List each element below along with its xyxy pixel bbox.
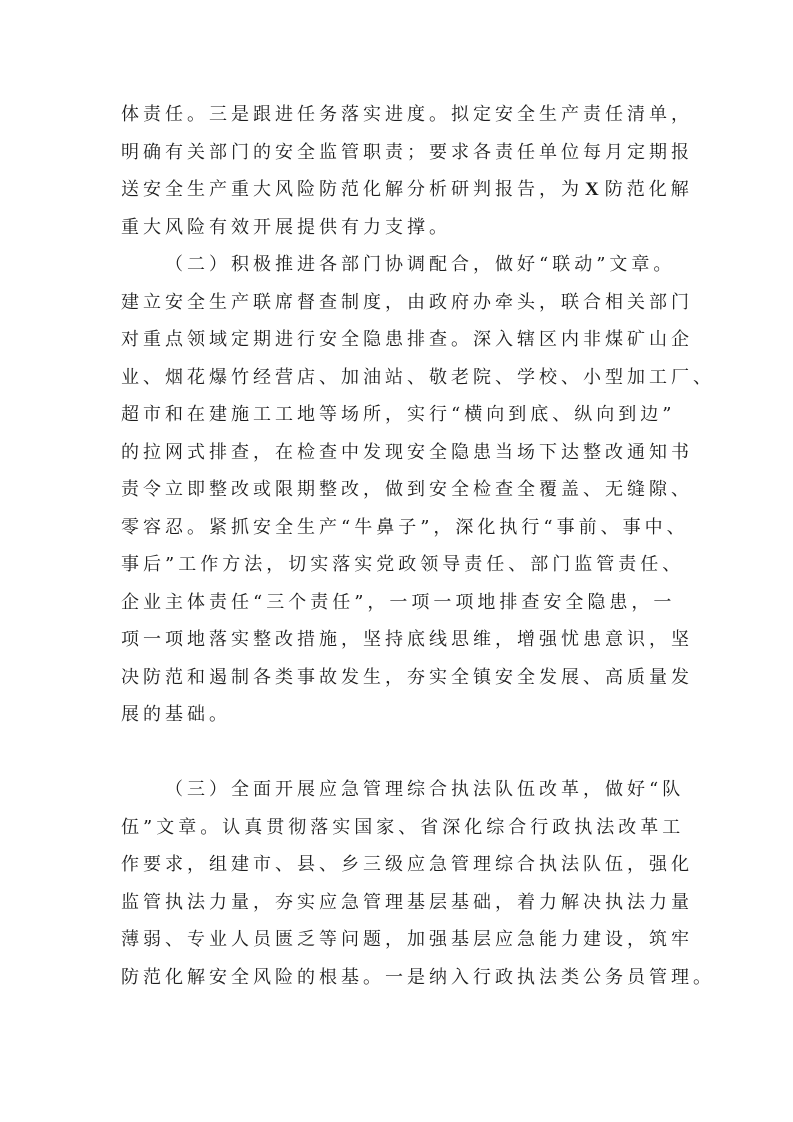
paragraph-coordination	[121, 246, 721, 734]
section-heading-2: （二）积极推进各部门协调配合，做好“联动”文章。	[165, 254, 676, 275]
section-heading-3: （三）全面开展应急管理综合执法队伍改革，做好“队	[165, 779, 685, 800]
document-body	[121, 96, 721, 996]
text-line: 监管执法力量，夯实应急管理基层基础，着力解决执法力量	[121, 891, 693, 913]
text-line: 伍”文章。认真贯彻落实国家、省深化综合行政执法改革工	[121, 816, 685, 838]
text-line: 明确有关部门的安全监管职责；要求各责任单位每月定期报	[121, 141, 693, 163]
text-line: 重大风险有效开展提供有力支撑。	[121, 216, 451, 238]
text-line: 的拉网式排查，在检查中发现安全隐患当场下达整改通知书	[121, 441, 693, 463]
text-segment: 防范化解	[604, 179, 693, 200]
text-line: 体责任。三是跟进任务落实进度。拟定安全生产责任清单，	[121, 104, 693, 125]
text-line	[121, 171, 721, 209]
text-line: 零容忍。紧抓安全生产“牛鼻子”，深化执行“事前、事中、	[121, 516, 689, 538]
text-segment: 送安全生产重大风险防范化解分析研判报告，为	[121, 179, 583, 200]
text-line: 事后”工作方法，切实落实党政领导责任、部门监管责任、	[121, 554, 685, 575]
text-line: 项一项地落实整改措施，坚持底线思维，增强忧患意识，坚	[121, 629, 693, 650]
text-line: 决防范和遏制各类事故发生，夯实全镇安全发展、高质量发	[121, 666, 693, 688]
paragraph-spacer	[121, 734, 721, 772]
paragraph-enforcement-reform	[121, 771, 721, 996]
text-line: 超市和在建施工工地等场所，实行“横向到底、纵向到边”	[121, 404, 676, 425]
text-line: 薄弱、专业人员匮乏等问题，加强基层应急能力建设，筑牢	[121, 929, 693, 950]
text-line: 建立安全生产联席督查制度，由政府办牵头，联合相关部门	[121, 291, 693, 313]
text-line: 责令立即整改或限期整改，做到安全检查全覆盖、无缝隙、	[121, 479, 693, 500]
text-line: 作要求，组建市、县、乡三级应急管理综合执法队伍，强化	[121, 854, 693, 875]
placeholder-x: X	[585, 179, 599, 200]
text-line: 企业主体责任“三个责任”，一项一项地排查安全隐患，一	[121, 591, 676, 613]
paragraph-responsibility-tracking	[121, 96, 721, 246]
text-line: 对重点领域定期进行安全隐患排查。深入辖区内非煤矿山企	[121, 329, 693, 350]
text-line: 业、烟花爆竹经营店、加油站、敬老院、学校、小型加工厂、	[121, 366, 715, 388]
text-line: 防范化解安全风险的根基。一是纳入行政执法类公务员管理。	[121, 966, 715, 988]
text-line: 展的基础。	[121, 704, 231, 725]
